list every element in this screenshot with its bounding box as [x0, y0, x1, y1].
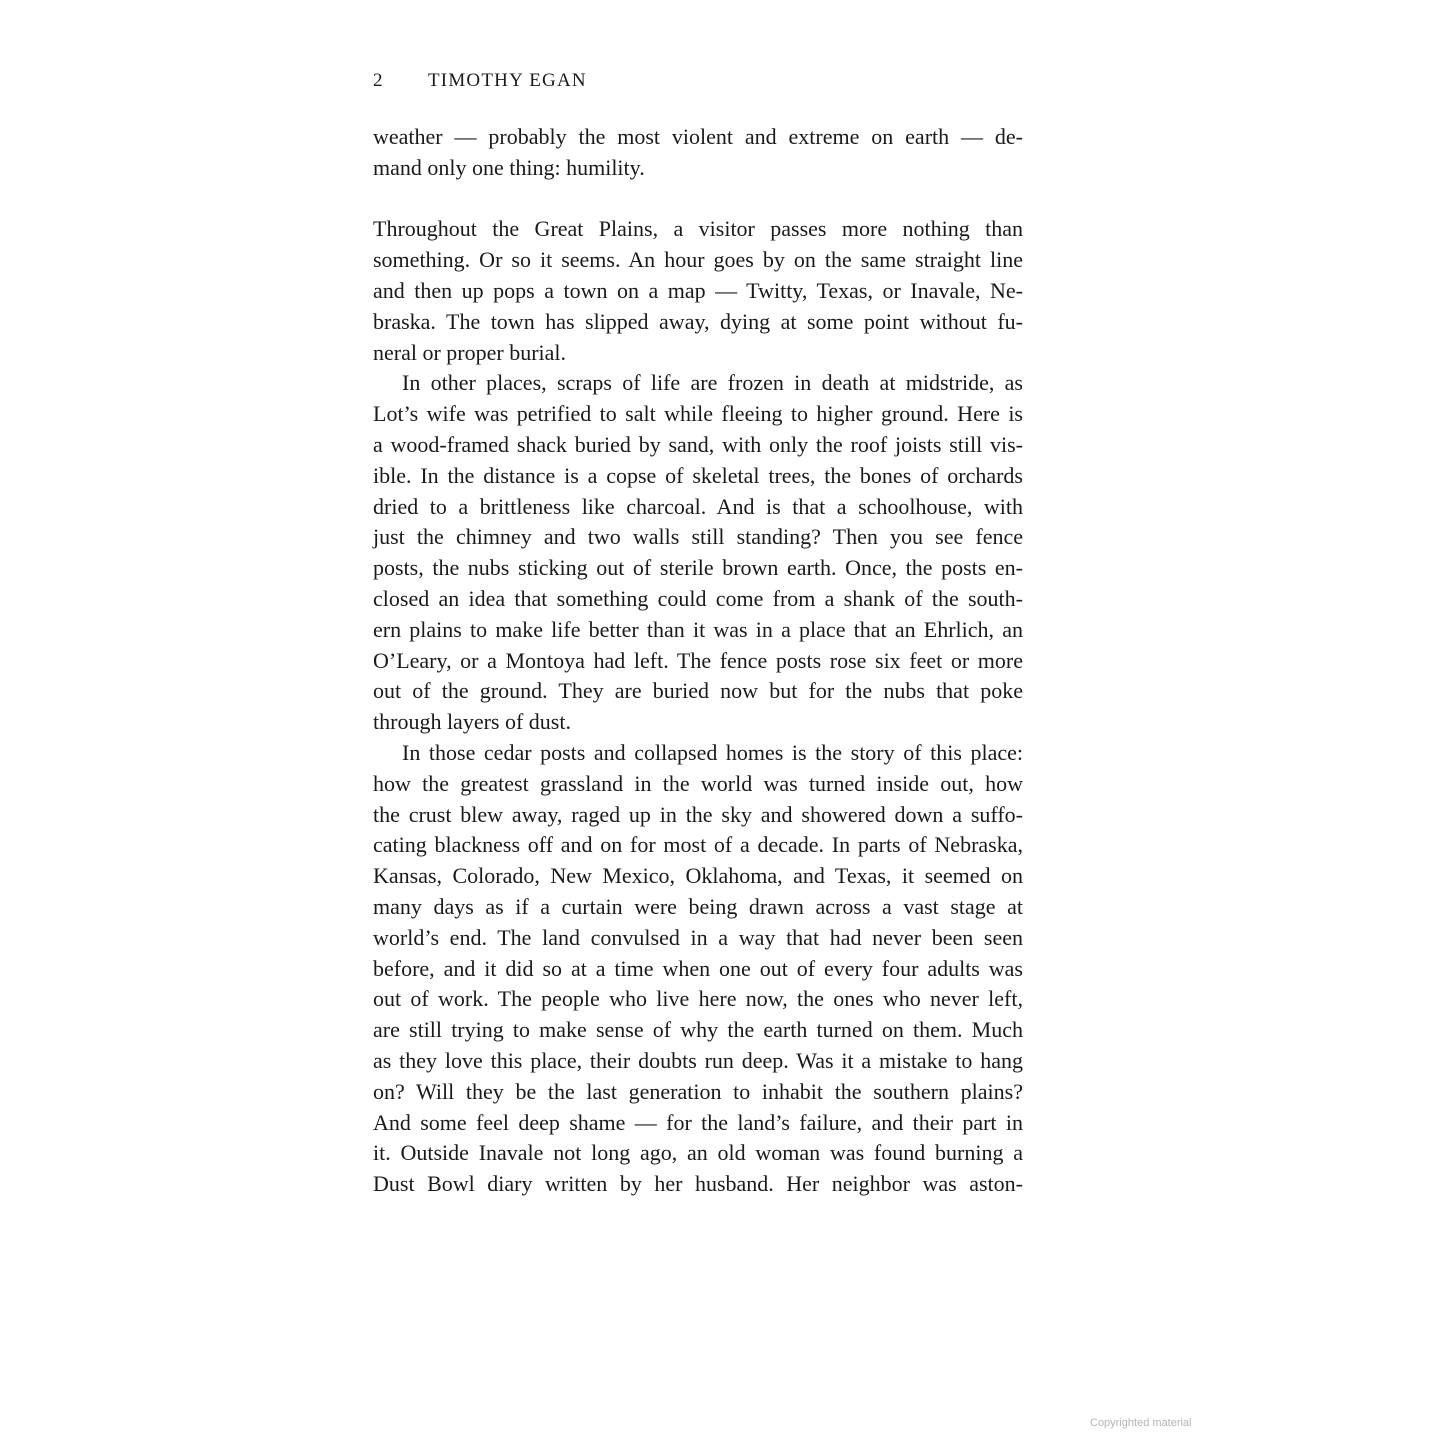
- running-head: [373, 70, 587, 92]
- text-line: something. Or so it seems. An hour goes by on the same straight line: [373, 247, 1023, 273]
- body-text: [373, 122, 1023, 1200]
- text-line: mand only one thing: humility.: [373, 154, 645, 180]
- text-line: it. Outside Inavale not long ago, an old woman was found burning a: [373, 1140, 1023, 1166]
- text-line: dried to a brittleness like charcoal. And is that a schoolhouse, with: [373, 493, 1023, 519]
- text-line: as they love this place, their doubts run deep. Was it a mistake to hang: [373, 1047, 1023, 1073]
- text-line: weather — probably the most violent and extreme on earth — de-: [373, 124, 1023, 149]
- text-line: world’s end. The land convulsed in a way that had never been seen: [373, 924, 1023, 950]
- text-line: braska. The town has slipped away, dying at some point without fu-: [373, 308, 1023, 334]
- text-line: neral or proper burial.: [373, 339, 567, 365]
- text-line: ible. In the distance is a copse of skeletal trees, the bones of orchards: [373, 462, 1023, 488]
- text-line: Throughout the Great Plains, a visitor passes more nothing than: [373, 216, 1023, 242]
- paragraph-2: [373, 214, 1023, 368]
- text-line: Dust Bowl diary written by her husband. Her neighbor was aston-: [373, 1171, 1023, 1197]
- text-line: Kansas, Colorado, New Mexico, Oklahoma, and Texas, it seemed on: [373, 863, 1023, 889]
- text-line: Lot’s wife was petrified to salt while fleeing to higher ground. Here is: [373, 401, 1023, 427]
- copyright-watermark: Copyrighted material: [1090, 1417, 1192, 1429]
- text-line: just the chimney and two walls still standing? Then you see fence: [373, 524, 1023, 550]
- text-line: before, and it did so at a time when one out of every four adults was: [373, 955, 1023, 981]
- text-line: O’Leary, or a Montoya had left. The fence posts rose six feet or more: [373, 647, 1023, 673]
- text-line: how the greatest grassland in the world was turned inside out, how: [373, 770, 1023, 796]
- text-line: through layers of dust.: [373, 709, 571, 735]
- text-line: In other places, scraps of life are frozen in death at midstride, as: [402, 370, 1023, 396]
- text-line: are still trying to make sense of why the earth turned on them. Much: [373, 1017, 1023, 1043]
- text-line: out of work. The people who live here now, the ones who never left,: [373, 986, 1023, 1012]
- text-line: and then up pops a town on a map — Twitty, Texas, or Inavale, Ne-: [373, 277, 1023, 303]
- page-number: 2: [373, 70, 384, 91]
- running-head-author: TIMOTHY EGAN: [428, 70, 587, 91]
- text-line: closed an idea that something could come from a shank of the south-: [373, 585, 1023, 611]
- text-line: cating blackness off and on for most of a decade. In parts of Nebraska,: [373, 832, 1023, 858]
- text-line: the crust blew away, raged up in the sky and showered down a suffo-: [373, 801, 1023, 827]
- text-line: ern plains to make life better than it was in a place that an Ehrlich, an: [373, 616, 1023, 642]
- text-line: out of the ground. They are buried now but for the nubs that poke: [373, 678, 1023, 704]
- paragraph-4: [373, 738, 1023, 1200]
- text-line: And some feel deep shame — for the land’s failure, and their part in: [373, 1109, 1023, 1135]
- section-break: [373, 184, 1023, 215]
- text-line: posts, the nubs sticking out of sterile brown earth. Once, the posts en-: [373, 555, 1023, 581]
- paragraph-3: [373, 368, 1023, 738]
- text-line: a wood-framed shack buried by sand, with only the roof joists still vis-: [373, 431, 1023, 457]
- text-line: many days as if a curtain were being drawn across a vast stage at: [373, 893, 1023, 919]
- paragraph-1: [373, 122, 1023, 184]
- text-line: In those cedar posts and collapsed homes is the story of this place:: [402, 739, 1023, 765]
- text-line: on? Will they be the last generation to inhabit the southern plains?: [373, 1078, 1023, 1104]
